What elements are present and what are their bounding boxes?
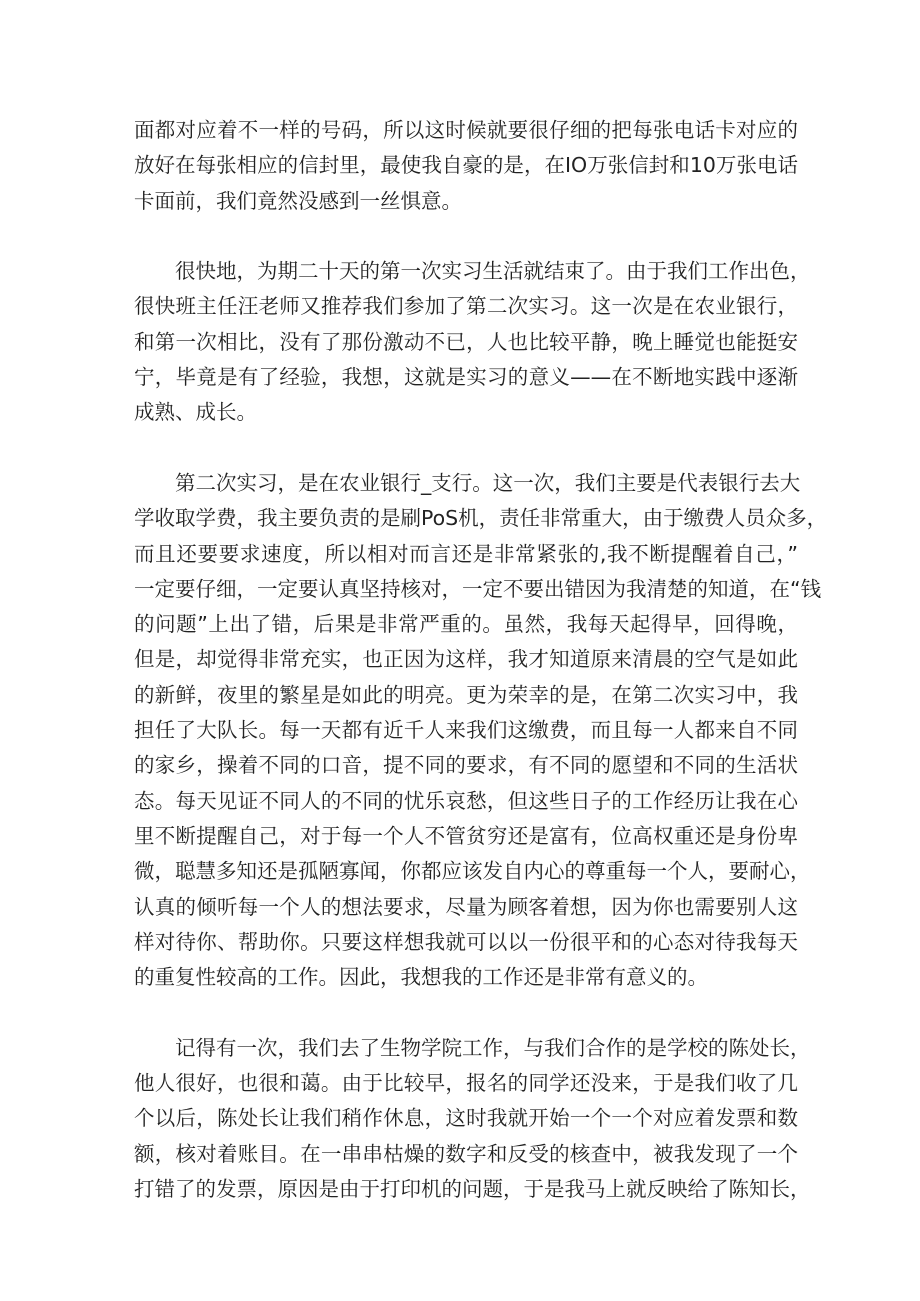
- text-line: 的重复性较高的工作。因此，我想我的工作还是非常有意义的。: [134, 965, 708, 990]
- text-line: 学收取学费，我主要负责的是刷PoS机，责任非常重大，由于缴费人员众多，: [134, 506, 828, 531]
- text-line: 里不断提醒自己，对于每一个人不管贫穷还是富有，位高权重还是身份卑: [134, 823, 798, 848]
- text-line: 额，核对着账目。在一串串枯燥的数字和反受的核查中，被我发现了一个: [134, 1141, 798, 1166]
- text-line: 认真的倾听每一个人的想法要求，尽量为顾客着想，因为你也需要别人这: [134, 894, 798, 919]
- text-line: 卡面前，我们竟然没感到一丝惧意。: [134, 188, 462, 213]
- text-line: 态。每天见证不同人的不同的忧乐哀愁，但这些日子的工作经历让我在心: [134, 788, 798, 813]
- paragraph-4: [134, 1031, 811, 1207]
- text-line: 的家乡，操着不同的口音，提不同的要求，有不同的愿望和不同的生活状: [134, 753, 798, 778]
- text-line: 的问题”上出了错，后果是非常严重的。虽然，我每天起得早，回得晚，: [134, 612, 798, 637]
- text-line: 很快班主任汪老师又推荐我们参加了第二次实习。这一次是在农业银行，: [134, 294, 798, 319]
- text-line: 宁，毕竟是有了经验，我想，这就是实习的意义——在不断地实践中逐渐: [134, 365, 798, 390]
- text-line: 样对待你、帮助你。只要这样想我就可以以一份很平和的心态对待我每天: [134, 929, 798, 954]
- text-line: 微，聪慧多知还是孤陋寡闻，你都应该发自内心的尊重每一个人，要耐心，: [134, 859, 811, 884]
- text-line: 成熟、成长。: [134, 400, 257, 425]
- text-line: 担任了大队长。每一天都有近千人来我们这缴费，而且每一人都来自不同: [134, 718, 798, 743]
- text-line: 但是，却觉得非常充实，也正因为这样，我才知道原来清晨的空气是如此: [134, 647, 798, 672]
- text-line: 和第一次相比，没有了那份激动不已，人也比较平静，晚上睡觉也能挺安: [134, 329, 798, 354]
- text-line: 一定要仔细，一定要认真坚持核对，一定不要出错因为我清楚的知道，在“钱: [134, 576, 822, 601]
- text-line: 打错了的发票，原因是由于打印机的问题，于是我马上就反映给了陈知长，: [134, 1176, 811, 1201]
- text-line: 个以后，陈处长让我们稍作休息，这时我就开始一个一个对应着发票和数: [134, 1106, 798, 1131]
- text-line: 很快地，为期二十天的第一次实习生活就结束了。由于我们工作出色，: [134, 259, 811, 284]
- text-line: 第二次实习，是在农业银行_支行。这一次，我们主要是代表银行去大: [134, 470, 801, 495]
- text-line: 他人很好，也很和蔼。由于比较早，报名的同学还没来，于是我们收了几: [134, 1071, 798, 1096]
- text-line: 而且还要要求速度，所以相对而言还是非常紧张的,我不断提醒着自己，”: [134, 541, 798, 566]
- text-line: 放好在每张相应的信封里，最使我自豪的是，在IO万张信封和10万张电话: [134, 153, 798, 178]
- paragraph-1: [134, 113, 798, 219]
- document-body: [134, 113, 828, 1243]
- text-line: 记得有一次，我们去了生物学院工作，与我们合作的是学校的陈处长，: [134, 1035, 811, 1060]
- text-line: 面都对应着不一样的号码，所以这时候就要很仔细的把每张电话卡对应的: [134, 118, 798, 142]
- paragraph-3: [134, 466, 828, 995]
- paragraph-2: [134, 254, 811, 430]
- text-line: 的新鲜，夜里的繁星是如此的明亮。更为荣幸的是，在第二次实习中，我: [134, 682, 798, 707]
